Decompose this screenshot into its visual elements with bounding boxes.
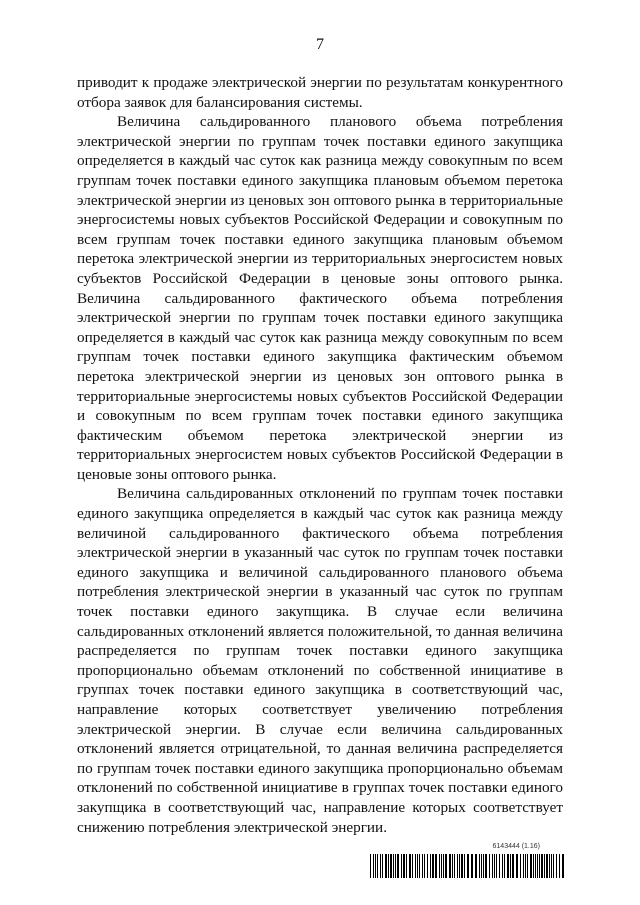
barcode-bar bbox=[427, 854, 428, 878]
barcode-bar bbox=[467, 854, 469, 878]
page-number: 7 bbox=[316, 36, 324, 53]
barcode-bar bbox=[422, 854, 423, 878]
barcode-bar bbox=[489, 854, 490, 878]
barcode-bar bbox=[475, 854, 477, 878]
barcode-bar bbox=[397, 854, 399, 878]
barcode-bar bbox=[370, 854, 371, 878]
barcode-bar bbox=[395, 854, 396, 878]
barcode-bar bbox=[485, 854, 487, 878]
barcode-bar bbox=[373, 854, 374, 878]
barcode-bar bbox=[385, 854, 387, 878]
barcode-bar bbox=[541, 854, 543, 878]
barcode-bar bbox=[443, 854, 444, 878]
barcode-bar bbox=[409, 854, 411, 878]
barcode-bar bbox=[544, 854, 545, 878]
barcode-bar bbox=[546, 854, 548, 878]
barcode-bar bbox=[412, 854, 413, 878]
barcode-bar bbox=[401, 854, 402, 878]
barcode-bar bbox=[375, 854, 376, 878]
barcode-bar bbox=[403, 854, 405, 878]
barcode-bar bbox=[441, 854, 442, 878]
barcode-bar bbox=[454, 854, 455, 878]
barcode-bar bbox=[516, 854, 518, 878]
barcode-bar bbox=[380, 854, 381, 878]
paragraph-planned-volume: Величина сальдированного планового объема потребления электрической энергии по группам точек поставки единого закупщика определяется в каждый час суток как разница между совокупным по всем группам точек поставки единого закупщика плановым объемом перетока электрической энергии из ценовых зон оптового рынка в территориальные энергосистемы новых субъектов Российской Федерации и совокупным по всем группам точек поставки единого закупщика плановым объемом перетока электрической энергии из территориальных энергосистем новых субъектов Российской Федерации в ценовые зоны оптового рынка. Величина сальдированного фактического объема потребления электрической энергии по группам точек поставки единого закупщика определяется в каждый час суток как разница между совокупным по всем группам точек поставки единого закупщика фактическим объемом перетока электрической энергии из ценовых зон оптового рынка в территориальные энергосистемы новых субъектов Российской Федерации и совокупным по всем группам точек поставки единого закупщика фактическим объемом перетока электрической энергии из территориальных энергосистем новых субъектов Российской Федерации в ценовые зоны оптового рынка. bbox=[77, 113, 563, 483]
barcode-bar bbox=[527, 854, 528, 878]
barcode-bar bbox=[449, 854, 451, 878]
barcode-bar bbox=[439, 854, 440, 878]
barcode-bar bbox=[559, 854, 560, 878]
barcode-bar bbox=[406, 854, 407, 878]
barcode-bar bbox=[551, 854, 552, 878]
barcode-bar bbox=[483, 854, 484, 878]
barcode-bar bbox=[502, 854, 503, 878]
barcode-bar bbox=[417, 854, 418, 878]
barcode-bar bbox=[435, 854, 437, 878]
barcode-bar bbox=[507, 854, 509, 878]
barcode-bar bbox=[415, 854, 416, 878]
barcode-bar bbox=[461, 854, 463, 878]
barcode-bar bbox=[492, 854, 493, 878]
barcode-bar bbox=[537, 854, 538, 878]
barcode-bar bbox=[494, 854, 495, 878]
barcode-bar bbox=[464, 854, 465, 878]
barcode-bar bbox=[556, 854, 557, 878]
barcode-bar bbox=[452, 854, 453, 878]
barcode-bar bbox=[549, 854, 550, 878]
barcode-bar bbox=[525, 854, 526, 878]
barcode-bar bbox=[471, 854, 473, 878]
barcode-bar bbox=[496, 854, 497, 878]
barcode-bar bbox=[553, 854, 554, 878]
barcode-bar bbox=[459, 854, 460, 878]
barcode-bar bbox=[533, 854, 534, 878]
barcode-bar bbox=[520, 854, 521, 878]
barcode-bar bbox=[512, 854, 514, 878]
barcode-bar bbox=[499, 854, 500, 878]
barcode-bar bbox=[457, 854, 458, 878]
barcode-image bbox=[370, 854, 565, 878]
barcode-bar bbox=[390, 854, 392, 878]
barcode-bar bbox=[539, 854, 540, 878]
barcode-bar bbox=[424, 854, 425, 878]
barcode-bar bbox=[481, 854, 482, 878]
barcode-bar bbox=[510, 854, 511, 878]
barcode-bar bbox=[530, 854, 532, 878]
barcode-bar bbox=[432, 854, 434, 878]
barcode-label: 6143444 (1.16) bbox=[492, 843, 540, 850]
barcode-bar bbox=[479, 854, 480, 878]
barcode-bar bbox=[382, 854, 383, 878]
paragraph-deviations: Величина сальдированных отклонений по группам точек поставки единого закупщика определяется в каждый час суток как разница между величиной сальдированного фактического объема потребления электрической энергии в указанный час суток по группам точек поставки единого закупщика и величиной сальдированного планового объема потребления электрической энергии в указанный час суток по группам точек поставки единого закупщика. В случае если величина сальдированных отклонений является положительной, то данная величина распределяется по группам точек поставки единого закупщика пропорционально объемам отклонений по собственной инициативе в группах точек поставки единого закупщика в соответствующий час, направление которых соответствует увеличению потребления электрической энергии. В случае если величина сальдированных отклонений является отрицательной, то данная величина распределяется по группам точек поставки единого закупщика пропорционально объемам отклонений по собственной инициативе в группах точек поставки единого закупщика в соответствующий час, направление которых соответствует снижению потребления электрической энергии. bbox=[77, 485, 563, 836]
barcode-bar bbox=[377, 854, 378, 878]
barcode-bar bbox=[419, 854, 420, 878]
barcode-bar bbox=[388, 854, 389, 878]
barcode-bar bbox=[430, 854, 431, 878]
document-body bbox=[77, 73, 563, 837]
barcode-bar bbox=[523, 854, 524, 878]
barcode-bar bbox=[504, 854, 505, 878]
barcode-bar bbox=[562, 854, 564, 878]
barcode-bar bbox=[445, 854, 447, 878]
barcode-bar bbox=[393, 854, 394, 878]
barcode-bar bbox=[535, 854, 536, 878]
paragraph-continuation: приводит к продаже электрической энергии по результатам конкурентного отбора заявок для балансирования системы. bbox=[77, 74, 563, 111]
